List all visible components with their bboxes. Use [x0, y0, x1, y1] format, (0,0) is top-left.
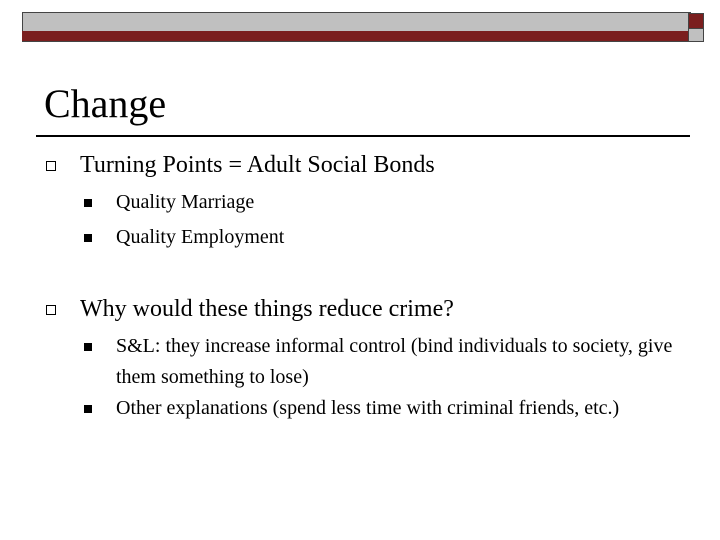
bullet-why-reduce-crime: Why would these things reduce crime?: [80, 296, 454, 322]
filled-square-bullet-icon: [84, 234, 92, 242]
filled-square-bullet-icon: [84, 405, 92, 413]
sub-bullet-informal-control: S&L: they increase informal control (bind individuals to society, give them something to lose): [116, 335, 673, 388]
filled-square-bullet-icon: [84, 343, 92, 351]
sub-bullet-quality-marriage: Quality Marriage: [116, 191, 255, 213]
sub-bullet-other-explanations: Other explanations (spend less time with criminal friends, etc.): [116, 397, 620, 419]
hollow-square-bullet-icon: [46, 161, 56, 171]
corner-square-bottom: [688, 28, 704, 42]
slide-title: Change: [44, 81, 167, 126]
corner-square-top: [688, 13, 704, 29]
filled-square-bullet-icon: [84, 199, 92, 207]
hollow-square-bullet-icon: [46, 305, 56, 315]
header-band-accent: [22, 31, 689, 41]
sub-bullet-quality-employment: Quality Employment: [116, 226, 285, 248]
bullet-turning-points: Turning Points = Adult Social Bonds: [80, 152, 435, 178]
title-underline: [36, 135, 690, 137]
